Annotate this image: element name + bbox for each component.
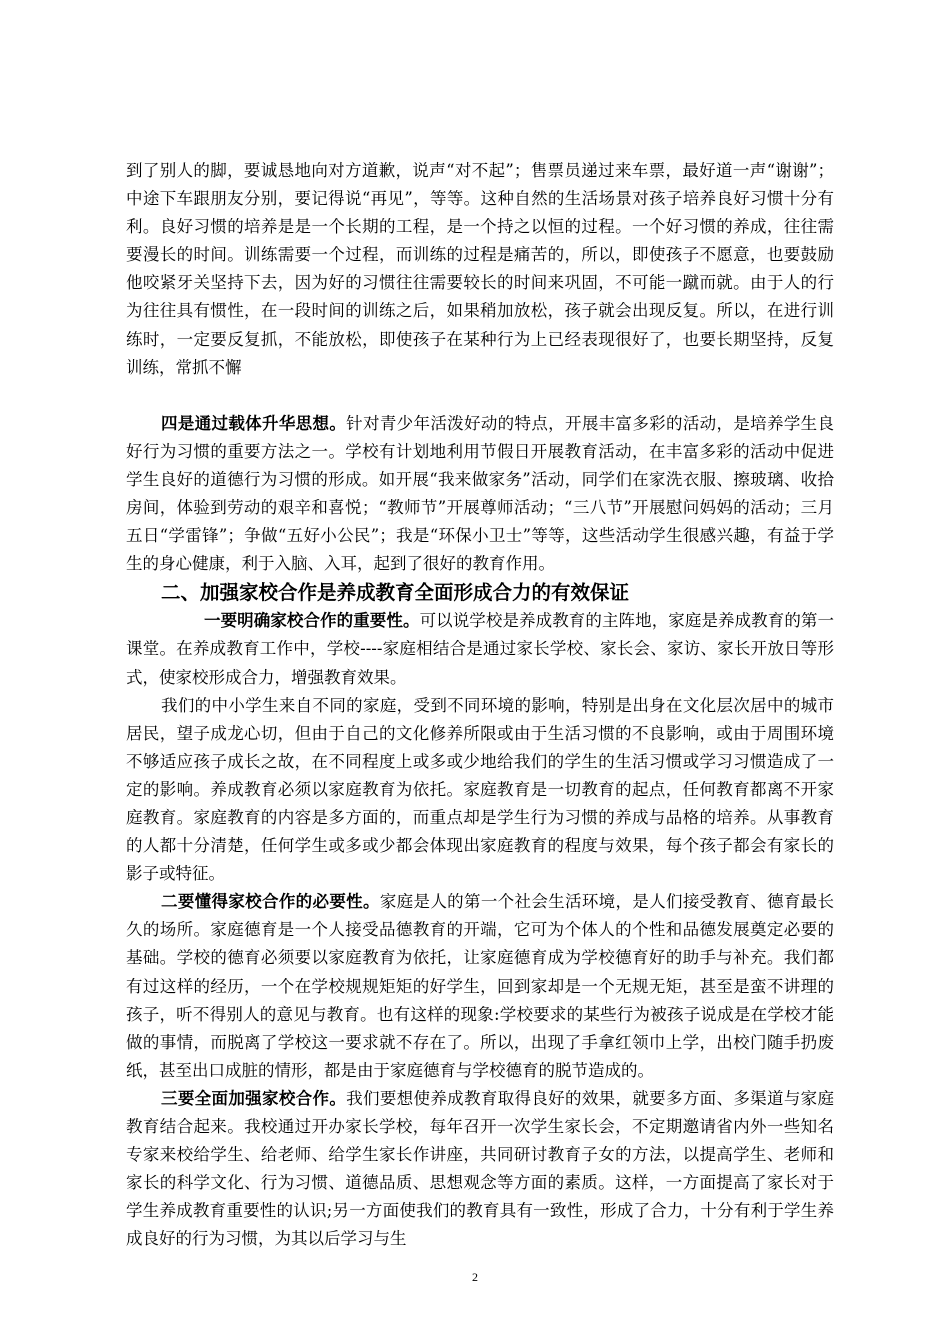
paragraph-activities <box>126 410 834 579</box>
document-body <box>126 157 834 1253</box>
paragraph-habit-training <box>126 157 834 382</box>
paragraph-text: 家庭是人的第一个社会生活环境，是人们接受教育、德育最长久的场所。家庭德育是一个人接受品德教育的开端，它可为个体人的个性和品德发展奠定必要的基础。学校的德育必须要以家庭教育为依托，让家庭德育成为学校德育好的助手与补充。我们都有过这样的经历，一个在学校规规矩矩的好学生，回到家却是一个无规无矩，甚至是蛮不讲理的孩子，听不得别人的意见与教育。也有这样的现象:学校要求的某些行为被孩子说成是在学校才能做的事情，而脱离了学校这一要求就不存在了。所以，出现了手拿红领巾上学，出校门随手扔废纸，甚至出口成脏的情形，都是由于家庭德育与学校德育的脱节造成的。 <box>126 892 835 1080</box>
paragraph-lead-bold: 一要明确家校合作的重要性。 <box>204 611 420 631</box>
section-heading: 二、加强家校合作是养成教育全面形成合力的有效保证 <box>161 581 630 605</box>
paragraph-text: 我们要想使养成教育取得良好的效果，就要多方面、多渠道与家庭教育结合起来。我校通过开办家长学校，每年召开一次学生家长会，不定期邀请省内外一些知名专家来校给学生、给老师、给学生家长作讲座，共同研讨教育子女的方法，以提高学生、老师和家长的科学文化、行为习惯、道德品质、思想观念等方面的素质。这样，一方面提高了家长对于学生养成教育重要性的认识;另一方面使我们的教育具有一致性，形成了合力，十分有利于学生养成良好的行为习惯，为其以后学习与生 <box>126 1088 835 1249</box>
paragraph-necessity <box>126 888 834 1085</box>
paragraph-family-influence <box>126 692 834 889</box>
paragraph-lead-bold: 二要懂得家校合作的必要性。 <box>161 892 380 912</box>
paragraph-cooperation <box>126 1085 834 1254</box>
page-number: 2 <box>472 1270 478 1284</box>
paragraph-lead-bold: 四是通过载体升华思想。 <box>161 413 347 433</box>
paragraph-text: 针对青少年活泼好动的特点，开展丰富多彩的活动，是培养学生良好行为习惯的重要方法之一。学校有计划地利用节假日开展教育活动，在丰富多彩的活动中促进学生良好的道德行为习惯的形成。如开展“我来做家务”活动，同学们在家洗衣服、擦玻璃、收拾房间，体验到劳动的艰辛和喜悦；“教师节”开展尊师活动；“三八节”开展慰问妈妈的活动；三月五日“学雷锋”；争做“五好小公民”；我是“环保小卫士”等等，这些活动学生很感兴趣，有益于学生的身心健康，利于入脑、入耳，起到了很好的教育作用。 <box>126 413 835 574</box>
paragraph-importance <box>126 607 834 691</box>
paragraph-text: 可以说学校是养成教育的主阵地，家庭是养成教育的第一课堂。在养成教育工作中，学校----家庭相结合是通过家长学校、家长会、家访、家长开放日等形式，使家校形成合力，增强教育效果。 <box>126 611 835 687</box>
paragraph-lead-bold: 三要全面加强家校合作。 <box>161 1088 347 1108</box>
paragraph-gap <box>126 382 834 410</box>
paragraph-text: 我们的中小学生来自不同的家庭，受到不同环境的影响，特别是出身在文化层次居中的城市居民，望子成龙心切，但由于自己的文化修养所限或由于生活习惯的不良影响，或由于周围环境不够适应孩子成长之故，在不同程度上或多或少地给我们的学生的生活习惯或学习习惯造成了一定的影响。养成教育必须以家庭教育为依托。家庭教育是一切教育的起点，任何教育都离不开家庭教育。家庭教育的内容是多方面的，而重点却是学生行为习惯的养成与品格的培养。从事教育的人都十分清楚，任何学生或多或少都会体现出家庭教育的程度与效果，每个孩子都会有家长的影子或特征。 <box>126 695 834 884</box>
paragraph-text: 到了别人的脚，要诚恳地向对方道歉，说声“对不起”；售票员递过来车票，最好道一声“谢谢”；中途下车跟朋友分别，要记得说“再见”，等等。这种自然的生活场景对孩子培养良好习惯十分有利。良好习惯的培养是是一个长期的工程，是一个持之以恒的过程。一个好习惯的养成，往往需要漫长的时间。训练需要一个过程，而训练的过程是痛苦的，所以，即使孩子不愿意，也要鼓励他咬紧牙关坚持下去，因为好的习惯往往需要较长的时间来巩固，不可能一蹴而就。由于人的行为往往具有惯性，在一段时间的训练之后，如果稍加放松，孩子就会出现反复。所以，在进行训练时，一定要反复抓，不能放松，即使孩子在某种行为上已经表现很好了，也要长期坚持，反复训练，常抓不懈 <box>126 161 834 377</box>
